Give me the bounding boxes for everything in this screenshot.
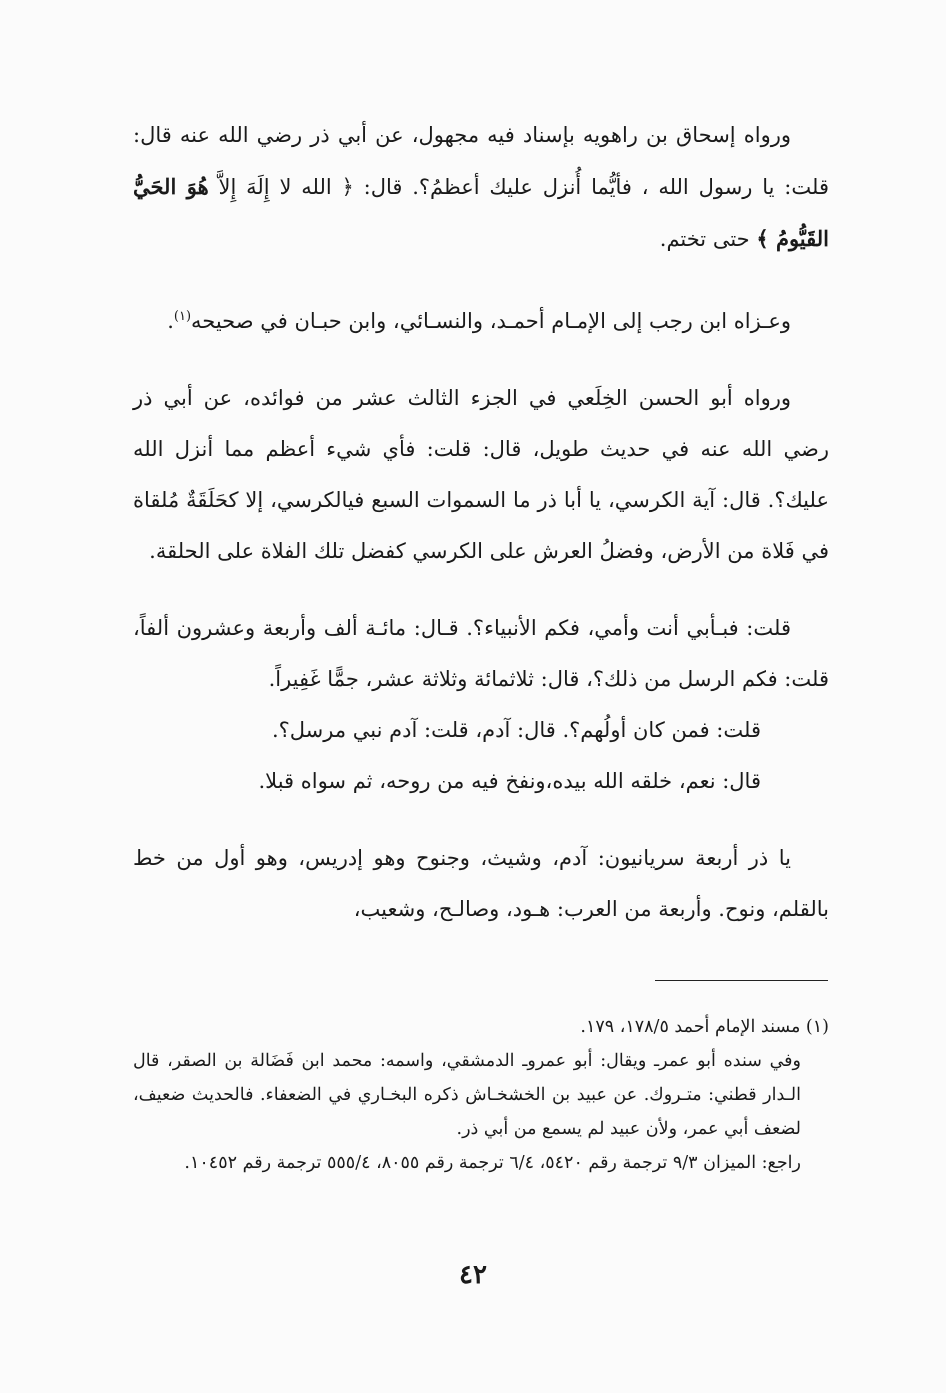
paragraph-1-line-1: ورواه إسحاق بن راهويه بإسناد فيه مجهول، عن أبي ذر رضي الله عنه — [179, 123, 791, 147]
page-number: ٤٢ — [459, 1260, 487, 1290]
footnote-divider — [655, 980, 828, 981]
paragraph-1-line-2: قال: قلت: يا رسول الله ، فأيُّما أُنزل عليك أعظمُ؟. قال: ﴿ الله لا إِلَهَ إِلاَّ — [133, 123, 829, 199]
dialogue-line-1: قلت: فمن كان أولُهم؟. قال: آدم، قلت: آدم نبي مرسل؟. — [271, 718, 761, 742]
paragraph-2-text: وعـزاه ابن رجب إلى الإمـام أحمـد، والنسـائي، وابن حبـان في صحيحه — [191, 309, 791, 333]
footnote-1-reference: راجع: الميزان ٩/٣ ترجمة رقم ٥٤٢٠، ٦/٤ ترجمة رقم ٨٠٥٥، ٥٥٥/٤ ترجمة رقم ١٠٤٥٢. — [184, 1153, 801, 1173]
paragraph-2-end: . — [167, 309, 174, 333]
paragraph-4: قلت: فبـأبي أنت وأمي، فكم الأنبياء؟. قـال: مائـة ألف وأربعة وعشرون ألفاً، قلت: فكم الرسل من ذلك؟، قال: ثلاثمائة وثلاثة عشر، جمًّا غَفِيراً. — [133, 616, 829, 691]
paragraph-5: يا ذر أربعة سريانيون: آدم، وشيث، وجنوح وهو إدريس، وهو أول من خط بالقلم، ونوح. وأربعة من العرب: هـود، وصالـح، وشعيب، — [133, 846, 829, 921]
footnote-reference: (١) — [173, 309, 192, 324]
footnote-1: (١) مسند الإمام أحمد ١٧٨/٥، ١٧٩. — [580, 1017, 829, 1037]
footnotes — [133, 1010, 829, 1180]
dialogue-line-2: قال: نعم، خلقه الله بيده،ونفخ فيه من روحه، ثم سواه قبلا. — [258, 769, 761, 793]
paragraph-2 — [133, 291, 829, 347]
paragraph-3: ورواه أبو الحسن الخِلَعي في الجزء الثالث عشر من فوائده، عن أبي ذر رضي الله عنه في حديث طويل، قال: قلت: فأي شيء أعظم مما أنزل الله عليك؟. قال: آية الكرسي، يا أبا ذر ما السموات السبع فيالكرسي، إلا كحَلَقَةٌ مُلقاة في فَلاة من الأرض، وفضلُ العرش على الكرسي كفضل تلك الفلاة على الحلقة. — [133, 386, 829, 563]
footnote-1-detail: وفي سنده أبو عمرـ ويقال: أبو عمروـ الدمشقي، واسمه: محمد ابن فَضَالة بن الصقر، قال الـدار قطني: متـروك. عن عبيد بن الخشخـاش ذكره البخـاري في الضعفاء. فالحديث ضعيف، لضعف أبي عمر، ولأن عبيد لم يسمع من أبي ذر. — [133, 1051, 801, 1139]
main-text — [133, 110, 829, 961]
paragraph-1 — [133, 110, 829, 265]
paragraph-1-line-3: حتى تختم. — [659, 227, 757, 251]
quran-verse: هُوَ الحَيُّ القَيُّومُ ﴾ — [133, 174, 829, 251]
